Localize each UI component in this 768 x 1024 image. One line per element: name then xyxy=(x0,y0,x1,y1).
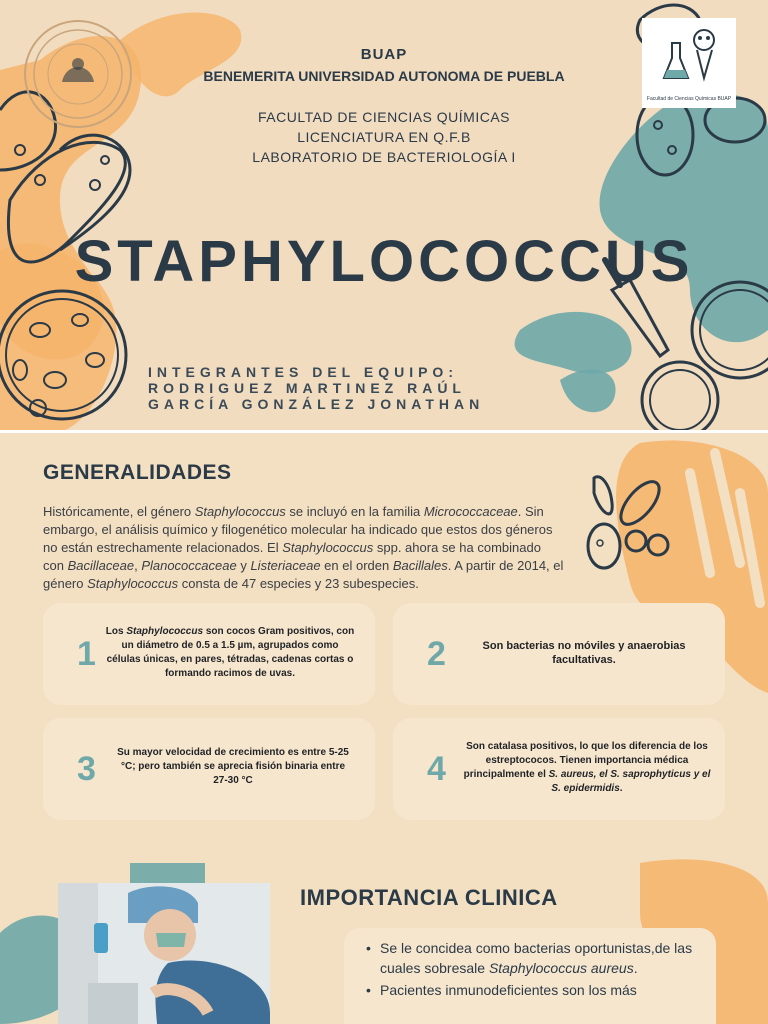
fact-card-3 xyxy=(43,718,375,820)
team-member: RODRIGUEZ MARTINEZ RAÚL xyxy=(148,380,466,396)
header-section xyxy=(0,0,768,432)
team-member: GARCÍA GONZÁLEZ JONATHAN xyxy=(148,396,485,412)
importancia-heading: IMPORTANCIA CLINICA xyxy=(300,885,558,910)
importancia-list-box xyxy=(344,928,716,1024)
page-title: STAPHYLOCOCCUS xyxy=(74,229,694,294)
content-section xyxy=(0,433,768,1024)
university-abbr: BUAP xyxy=(360,46,408,63)
faculty-name: FACULTAD DE CIENCIAS QUÍMICAS xyxy=(257,109,510,125)
card-number: 1 xyxy=(77,635,96,673)
list-item: • Se le concidea como bacterias oportunistas,de las cuales sobresale Staphylococcus aureus. xyxy=(366,938,696,978)
list-item: • Pacientes inmunodeficientes son los más xyxy=(366,980,696,1000)
logo-caption: Facultad de Ciencias Químicas BUAP xyxy=(646,96,732,102)
surgeon-photo xyxy=(58,883,270,1024)
card-text: Su mayor velocidad de crecimiento es entre 5-25 °C; pero también se aprecia fisión binaria entre 27-30 °C xyxy=(117,747,349,786)
importancia-list xyxy=(366,938,696,1002)
fact-card-4 xyxy=(393,718,725,820)
card-number: 2 xyxy=(427,635,446,673)
fact-card-1 xyxy=(43,603,375,705)
card-text: Son bacterias no móviles y anaerobias facultativas. xyxy=(482,640,686,666)
degree-name: LICENCIATURA EN Q.F.B xyxy=(297,129,471,145)
faculty-logo xyxy=(642,18,736,108)
card-number: 4 xyxy=(427,750,446,788)
team-heading: INTEGRANTES DEL EQUIPO: xyxy=(148,364,458,380)
generalidades-paragraph: Históricamente, el género Staphylococcus se incluyó en la familia Micrococcaceae. Sin embargo, el análisis químico y filogenético molecular ha indicado que estos dos géneros no están estrechamente relacionados. El Staphylococcus spp. ahora se ha combinado con Bacillaceae, Planococcaceae y Listeriaceae en el orden Bacillales. A partir de 2014, el género Staphylococcus consta de 47 especies y 23 subespecies. xyxy=(43,504,564,591)
generalidades-heading: GENERALIDADES xyxy=(43,461,232,484)
university-name: BENEMERITA UNIVERSIDAD AUTONOMA DE PUEBLA xyxy=(203,68,565,84)
card-text: Los Staphylococcus son cocos Gram positivos, con un diámetro de 0.5 a 1.5 µm, agrupados como células únicas, en pares, tétradas, cadenas cortas o formando racimos de uvas. xyxy=(105,626,355,679)
card-number: 3 xyxy=(77,750,96,788)
fact-card-2 xyxy=(393,603,725,705)
lab-name: LABORATORIO DE BACTERIOLOGÍA I xyxy=(252,149,516,165)
card-text: Son catalasa positivos, lo que los diferencia de los estreptococos. Tienen importancia médica principalmente el S. aureus, el S. saprophyticus y el S. epidermidis. xyxy=(463,741,711,794)
